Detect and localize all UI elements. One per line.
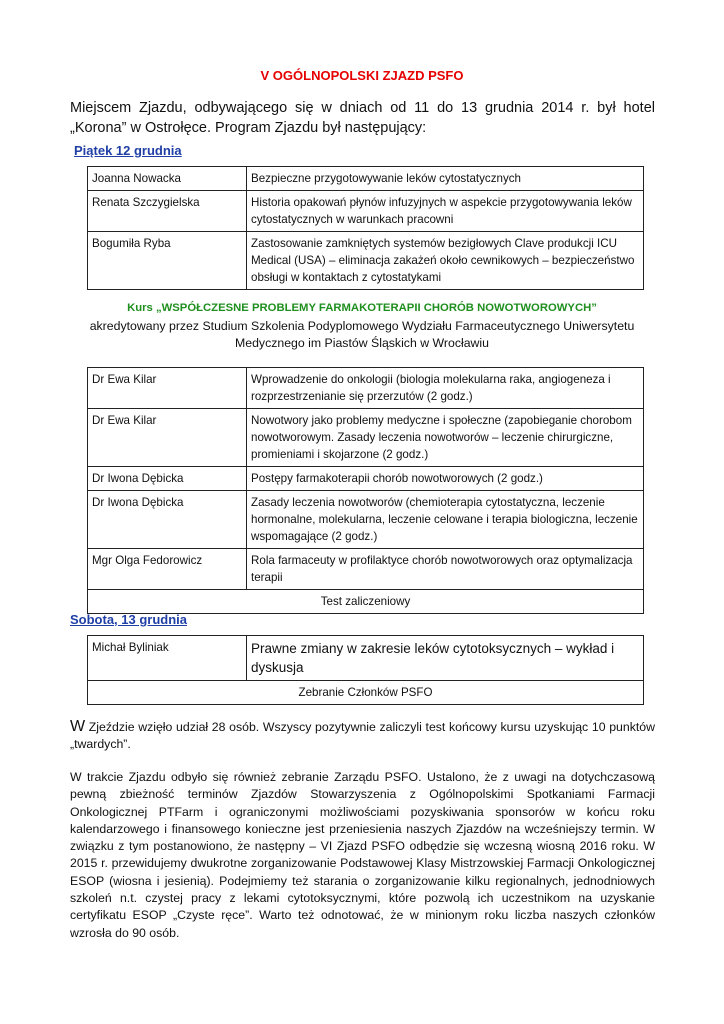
table-row [88, 590, 644, 614]
summary-paragraph: W Zjeździe wzięło udział 28 osób. Wszyscy pozytywnie zaliczyli test końcowy kursu uzyskując 10 punktów „twardych”. [70, 718, 655, 752]
speaker-cell: Dr Ewa Kilar [88, 368, 247, 409]
table-row [88, 636, 644, 681]
course-subtitle: akredytowany przez Studium Szkolenia Podyplomowego Wydziału Farmaceutycznego Uniwersytetu Medycznego im Piastów Śląskich w Wrocławiu [89, 319, 635, 350]
speaker-cell: Dr Iwona Dębicka [88, 467, 247, 491]
page-title: V OGÓLNOPOLSKI ZJAZD PSFO [260, 68, 464, 83]
meeting-cell: Zebranie Członków PSFO [88, 681, 644, 705]
table-row [88, 191, 644, 232]
table-row [88, 409, 644, 467]
intro-paragraph: Miejscem Zjazdu, odbywającego się w dniach od 11 do 13 grudnia 2014 r. był hotel „Korona” w Ostrołęce. Program Zjazdu był następujący: [70, 100, 655, 136]
friday-program-table [87, 166, 644, 290]
saturday-program-table [87, 635, 644, 705]
friday-heading: Piątek 12 grudnia [74, 143, 182, 158]
topic-cell: Bezpieczne przygotowywanie leków cytostatycznych [247, 167, 644, 191]
table-row [88, 491, 644, 549]
topic-cell: Prawne zmiany w zakresie leków cytotoksycznych – wykład i dyskusja [247, 636, 644, 681]
course-program-table [87, 367, 644, 614]
topic-cell: Zastosowanie zamkniętych systemów bezigłowych Clave produkcji ICU Medical (USA) – eliminacja zakażeń około cewnikowych – bezpieczeństwo obsługi w kontaktach z cytostatykami [247, 232, 644, 290]
table-row [88, 232, 644, 290]
topic-cell: Rola farmaceuty w profilaktyce chorób nowotworowych oraz optymalizacja terapii [247, 549, 644, 590]
speaker-cell: Dr Ewa Kilar [88, 409, 247, 467]
speaker-cell: Bogumiła Ryba [88, 232, 247, 290]
speaker-cell: Dr Iwona Dębicka [88, 491, 247, 549]
speaker-cell: Joanna Nowacka [88, 167, 247, 191]
topic-cell: Postępy farmakoterapii chorób nowotworowych (2 godz.) [247, 467, 644, 491]
speaker-cell: Michał Byliniak [88, 636, 247, 681]
saturday-heading: Sobota, 13 grudnia [70, 612, 188, 627]
course-title: Kurs „WSPÓŁCZESNE PROBLEMY FARMAKOTERAPII CHORÓB NOWOTWOROWYCH” [127, 302, 597, 314]
test-cell: Test zaliczeniowy [88, 590, 644, 614]
table-row [88, 467, 644, 491]
board-meeting-paragraph: W trakcie Zjazdu odbyło się również zebranie Zarządu PSFO. Ustalono, że z uwagi na dotychczasową pewną zbieżność terminów Zjazdów Stowarzyszenia z Ogólnopolskimi Spotkaniami Farmacji Onkologicznej PTFarm i ograniczonymi możliwościami pozyskiwania sponsorów w końcu roku kalendarzowego i finansowego konieczne jest przeniesienia naszych Zjazdów na wcześniejszy termin. W związku z tym postanowiono, że następny – VI Zjazd PSFO odbędzie się wczesną wiosną 2016 roku. W 2015 r. przewidujemy dwukrotne zorganizowanie Podstawowej Klasy Mistrzowskiej Farmacji Onkologicznej ESOP (wiosna i jesienią). Podejmiemy też starania o zorganizowanie kilku regionalnych, jednodniowych szkoleń n.t. czystej pracy z lekami cytotoksycznymi, które pozwolą ich uczestnikom na uzyskanie certyfikatu ESOP „Czyste ręce”. Warto też odnotować, że w minionym roku liczba naszych członków wzrosła do 90 osób. [70, 770, 655, 940]
speaker-cell: Renata Szczygielska [88, 191, 247, 232]
table-row [88, 167, 644, 191]
table-row [88, 549, 644, 590]
topic-cell: Zasady leczenia nowotworów (chemioterapia cytostatyczna, leczenie hormonalne, molekularna, leczenie celowane i terapia biologiczna, leczenie wspomagające (2 godz.) [247, 491, 644, 549]
speaker-cell: Mgr Olga Fedorowicz [88, 549, 247, 590]
table-row [88, 368, 644, 409]
table-row [88, 681, 644, 705]
topic-cell: Nowotwory jako problemy medyczne i społeczne (zapobieganie chorobom nowotworowym. Zasady leczenia nowotworów – leczenie chirurgiczne, promieniami i skojarzone (2 godz.) [247, 409, 644, 467]
topic-cell: Historia opakowań płynów infuzyjnych w aspekcie przygotowywania leków cytostatycznych w warunkach pracowni [247, 191, 644, 232]
topic-cell: Wprowadzenie do onkologii (biologia molekularna raka, angiogeneza i rozprzestrzenianie się przerzutów (2 godz.) [247, 368, 644, 409]
